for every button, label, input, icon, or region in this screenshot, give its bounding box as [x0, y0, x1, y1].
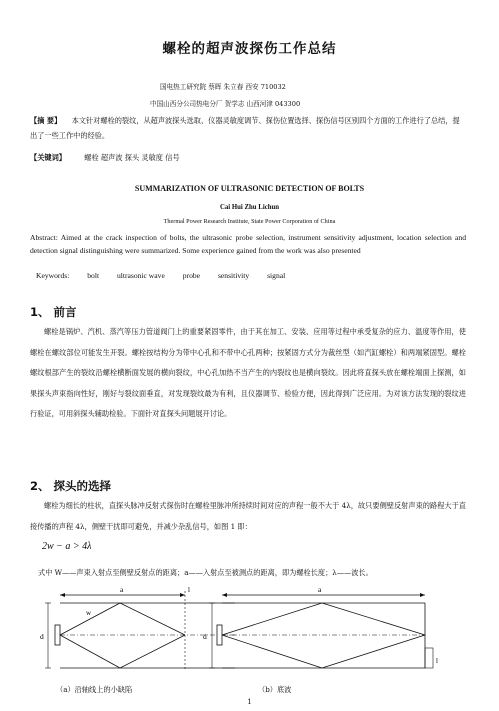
paper-title: 螺栓的超声波探伤工作总结 [162, 41, 337, 57]
beam-path-b-2 [322, 603, 425, 635]
english-keyword: bolt [87, 271, 100, 280]
beam-path-4 [120, 635, 185, 668]
figure-caption-b: （b）底波 [258, 685, 292, 694]
keywords-zh [30, 153, 180, 163]
figure-1 [0, 583, 499, 693]
english-keyword: probe [182, 271, 201, 280]
formula-legend: 式中 W——声束入射点至侧壁反射点的距离；a——入射点至被测点的距离，即为螺栓长度；λ——波长。 [38, 568, 373, 577]
section-2-body [30, 496, 466, 537]
label-a-left: a [120, 585, 124, 594]
label-a-right: a [318, 585, 322, 594]
english-title: SUMMARIZATION OF ULTRASONIC DETECTION OF BOLTS [134, 184, 365, 193]
abstract-zh-text: 本文针对螺栓的裂纹，从超声波探头选取、仪器灵敏度调节、探伤位置选择、探伤信号区别四个方面的工作进行了总结，提出了一些工作中的经验。 [30, 116, 460, 140]
english-institute: Thermal Power Research Institute, State Power Corporation of China [163, 218, 336, 225]
page-number: 1 [247, 698, 252, 706]
authors-line-2: 中国山西分公司热电分厂 贺学志 山西河津 043300 [150, 100, 301, 108]
english-keywords [36, 271, 301, 280]
label-l-left: l [188, 586, 190, 594]
keywords-zh-label: 【关键词】 [30, 153, 66, 162]
english-keyword: signal [267, 271, 286, 280]
section-1-heading: 1、 前言 [30, 305, 77, 319]
section-1-paragraph: 螺栓是锅炉、汽机、蒸汽等压力管道阀门上的重要紧固零件，由于其在加工、安装、应用等过程中承受复杂的应力、温度等作用，使螺栓在螺纹部位可能发生开裂。螺栓按结构分为带中心孔和不带中心孔两种；按紧固方式分为裁丝型（如汽缸螺栓）和两端紧固型。螺栓螺纹根部产生的裂纹沿螺栓横断面发展的横向裂纹，中心孔加热不当产生的内裂纹也是横向裂纹。因此将直探头放在螺栓端面上探测，如果探头声束指向性好，刚好与裂纹面垂直，对发现裂纹最为有利，且仪器调节、检验方便，因此得到广泛应用。为对该方法发现的裂纹进行验证，可用斜探头辅助检验。下面针对直探头问题展开讨论。 [30, 327, 466, 419]
beam-path-3 [60, 635, 120, 668]
beam-path-b-3 [222, 635, 322, 668]
section-2-paragraph: 螺栓为细长的柱状，直探头脉冲反射式探伤时在螺栓里脉冲所持续时间对应的声程一般不大于 4λ，故只要侧壁反射声束的路程大于直接传播的声程 4λ，侧壁干扰即可避免，并减少杂乱信号，如图 1 即： [30, 501, 466, 531]
english-authors: Cai Hui Zhu Lichun [219, 204, 280, 211]
english-keyword: sensitivity [217, 271, 250, 280]
probe-b [217, 625, 222, 645]
label-l-right: l [436, 657, 438, 665]
english-abstract: Abstract: Aimed at the crack inspection of bolts, the ultrasonic probe selection, instrument sensitivity adjustment, location selection and detection signal distinguishing were summarized. Some experience gained from the work was also presented [30, 233, 466, 256]
figure-b-diagram [209, 593, 433, 668]
beam-path-2 [120, 603, 185, 635]
arrow-left [60, 593, 65, 597]
keywords-zh-text: 螺栓 超声波 探头 灵敏度 信号 [84, 153, 180, 162]
english-keywords-label: Keywords: [36, 271, 70, 280]
abstract-zh [30, 114, 466, 143]
figure-caption-a: （a）沿轴线上的小缺陷 [56, 685, 133, 694]
authors-line-1: 国电热工研究院 蔡晖 朱立春 西安 710032 [160, 83, 286, 91]
section-1-body [30, 322, 466, 425]
end-block [425, 648, 433, 668]
beam-path-1 [60, 603, 120, 635]
beam-path-b-1 [222, 603, 322, 635]
section-2-heading: 2、 探头的选择 [30, 479, 112, 493]
english-keyword: ultrasonic wave [116, 271, 165, 280]
figure-a-diagram [45, 591, 235, 671]
label-w: w [86, 609, 92, 617]
probe-a [55, 625, 60, 645]
label-d-right: d [203, 632, 207, 641]
label-d-left: d [40, 632, 44, 641]
abstract-zh-label: 【摘 要】 [30, 116, 62, 125]
arrow-right [180, 593, 185, 597]
formula: 2w − a > 4λ [42, 541, 92, 552]
beam-path-b-4 [322, 635, 425, 668]
